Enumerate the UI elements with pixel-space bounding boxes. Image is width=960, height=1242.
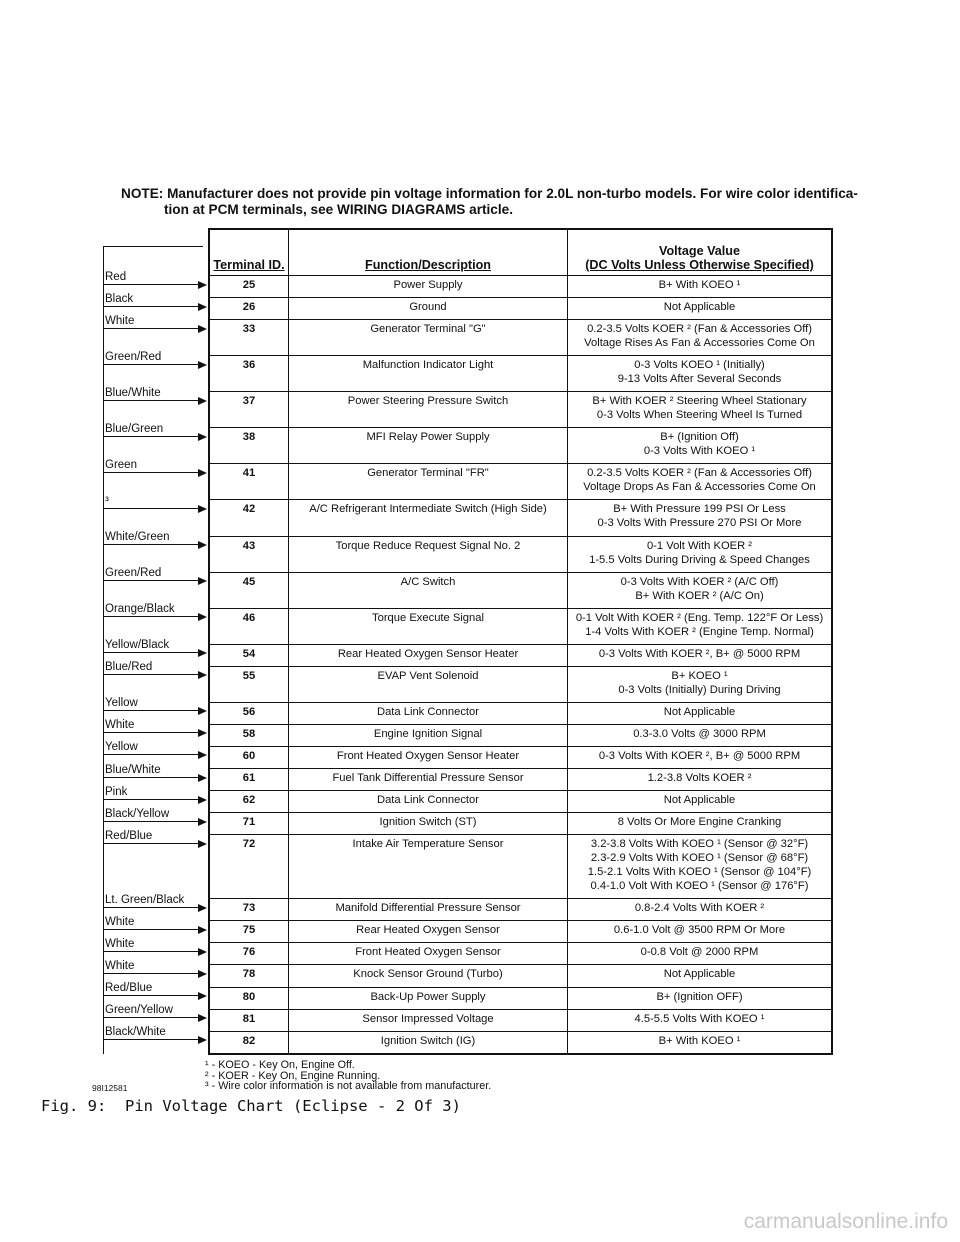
voltage-line: B+ (Ignition Off) xyxy=(660,431,739,444)
arrow-right-icon xyxy=(198,541,207,549)
function-cell: EVAP Vent Solenoid xyxy=(289,666,568,702)
wire-color-name: ³ xyxy=(105,494,109,507)
wire-line xyxy=(103,754,199,755)
wire-line xyxy=(103,306,199,307)
arrow-right-icon xyxy=(198,469,207,477)
wire-color-name: Pink xyxy=(105,785,128,798)
voltage-header-line-2: (DC Volts Unless Otherwise Specified) xyxy=(585,258,814,272)
wire-color-label xyxy=(103,491,207,509)
footnote: ¹ - KOEO - Key On, Engine Off. xyxy=(205,1059,355,1071)
wire-color-label xyxy=(103,804,207,822)
function-cell: Rear Heated Oxygen Sensor Heater xyxy=(289,644,568,666)
wire-color-label xyxy=(103,934,207,952)
table-header-row xyxy=(209,229,832,276)
wire-line xyxy=(103,777,199,778)
table-row xyxy=(209,702,832,724)
terminal-id-cell: 82 xyxy=(209,1031,289,1054)
wire-color-name: Green/Red xyxy=(105,567,162,580)
function-cell: Front Heated Oxygen Sensor Heater xyxy=(289,746,568,768)
table-row xyxy=(209,1009,832,1031)
voltage-line: 8 Volts Or More Engine Cranking xyxy=(617,816,782,829)
wire-color-label xyxy=(103,760,207,778)
voltage-cell xyxy=(568,769,833,791)
terminal-id-cell: 61 xyxy=(209,769,289,791)
wire-color-label xyxy=(103,657,207,675)
function-cell: Data Link Connector xyxy=(289,702,568,724)
wire-color-name: Blue/White xyxy=(105,763,161,776)
wire-line xyxy=(103,951,199,952)
wire-line xyxy=(103,1017,199,1018)
table-row xyxy=(209,644,832,666)
table-row xyxy=(209,899,832,921)
function-cell: Power Supply xyxy=(289,276,568,298)
wire-color-name: Yellow/Black xyxy=(105,639,170,652)
table-row xyxy=(209,666,832,702)
table-row xyxy=(209,276,832,298)
terminal-id-cell: 36 xyxy=(209,356,289,392)
voltage-cell xyxy=(568,320,833,356)
terminal-id-cell: 75 xyxy=(209,921,289,943)
wire-color-label xyxy=(103,267,207,285)
terminal-id-cell: 37 xyxy=(209,392,289,428)
voltage-line: Not Applicable xyxy=(663,301,736,314)
wire-color-label xyxy=(103,527,207,545)
arrow-right-icon xyxy=(198,325,207,333)
wire-line xyxy=(103,799,199,800)
wire-color-name: Blue/White xyxy=(105,386,161,399)
voltage-cell xyxy=(568,464,833,500)
voltage-line: 0-0.8 Volt @ 2000 RPM xyxy=(640,946,759,959)
wire-color-name: Black/White xyxy=(105,1026,166,1039)
table-row xyxy=(209,356,832,392)
table-row xyxy=(209,987,832,1009)
function-cell: Malfunction Indicator Light xyxy=(289,356,568,392)
table-row xyxy=(209,298,832,320)
arrow-right-icon xyxy=(198,649,207,657)
voltage-cell xyxy=(568,428,833,464)
wire-color-name: White/Green xyxy=(105,531,170,543)
arrow-right-icon xyxy=(198,577,207,585)
table-row xyxy=(209,921,832,943)
wire-color-name: Green/Red xyxy=(105,350,162,363)
voltage-cell xyxy=(568,500,833,536)
arrow-right-icon xyxy=(198,671,207,679)
wire-color-label xyxy=(103,826,207,844)
note-line-1: NOTE: Manufacturer does not provide pin voltage information for 2.0L non-turbo models. For wire color identifica- xyxy=(121,186,858,201)
wire-color-name: Black xyxy=(105,292,134,305)
terminal-id-cell: 73 xyxy=(209,899,289,921)
function-cell: A/C Switch xyxy=(289,572,568,608)
wire-color-name: Orange/Black xyxy=(105,603,175,616)
voltage-line: B+ With KOEO ¹ xyxy=(658,1034,741,1047)
arrow-right-icon xyxy=(198,796,207,804)
function-cell: MFI Relay Power Supply xyxy=(289,428,568,464)
voltage-line: 0.2-3.5 Volts KOER ² (Fan & Accessories Off) xyxy=(587,323,812,336)
voltage-line: Voltage Drops As Fan & Accessories Come On xyxy=(583,481,816,494)
voltage-cell xyxy=(568,899,833,921)
voltage-line: B+ With KOER ² (A/C On) xyxy=(635,589,764,602)
wire-color-name: Blue/Green xyxy=(105,422,164,435)
terminal-id-cell: 71 xyxy=(209,813,289,835)
function-cell: Generator Terminal "FR" xyxy=(289,464,568,500)
arrow-right-icon xyxy=(198,361,207,369)
terminal-id-cell: 78 xyxy=(209,965,289,987)
wire-color-name: White xyxy=(105,719,135,732)
function-cell: Engine Ignition Signal xyxy=(289,724,568,746)
wire-color-label xyxy=(103,311,207,329)
wire-color-label xyxy=(103,347,207,365)
voltage-cell xyxy=(568,943,833,965)
arrow-right-icon xyxy=(198,992,207,1000)
wire-color-label xyxy=(103,563,207,581)
function-cell: Torque Reduce Request Signal No. 2 xyxy=(289,536,568,572)
function-cell: Generator Terminal "G" xyxy=(289,320,568,356)
wire-line xyxy=(103,995,199,996)
voltage-line: 0.3-3.0 Volts @ 3000 RPM xyxy=(633,727,766,740)
watermark: carmanualsonline.info xyxy=(743,1210,948,1233)
arrow-right-icon xyxy=(198,840,207,848)
voltage-cell xyxy=(568,644,833,666)
wire-color-name: Red xyxy=(105,270,127,283)
wire-line xyxy=(103,732,199,733)
wire-color-name: White xyxy=(105,959,135,972)
terminal-id-cell: 26 xyxy=(209,298,289,320)
arrow-right-icon xyxy=(198,303,207,311)
wire-line xyxy=(103,544,199,545)
wire-color-name: Blue/Red xyxy=(105,661,153,674)
figure-code: 98I12581 xyxy=(92,1083,128,1093)
voltage-line: B+ (Ignition OFF) xyxy=(656,990,743,1003)
voltage-line: 0-3 Volts With KOEO ¹ xyxy=(643,445,756,458)
terminal-id-cell: 46 xyxy=(209,608,289,644)
wire-color-label xyxy=(103,782,207,800)
table-row xyxy=(209,536,832,572)
function-cell: Ground xyxy=(289,298,568,320)
voltage-line: Voltage Rises As Fan & Accessories Come On xyxy=(584,337,815,350)
wire-color-label xyxy=(103,890,207,908)
terminal-id-header: Terminal ID. xyxy=(209,229,289,276)
arrow-right-icon xyxy=(198,1014,207,1022)
wire-line xyxy=(103,710,199,711)
wire-color-label xyxy=(103,455,207,473)
wire-color-name: Lt. Green/Black xyxy=(105,893,185,906)
function-cell: Ignition Switch (ST) xyxy=(289,813,568,835)
voltage-cell xyxy=(568,965,833,987)
voltage-line: 0-3 Volts KOEO ¹ (Initially) xyxy=(634,359,765,372)
voltage-cell xyxy=(568,835,833,899)
terminal-id-cell: 81 xyxy=(209,1009,289,1031)
arrow-right-icon xyxy=(198,904,207,912)
arrow-right-icon xyxy=(198,1036,207,1044)
table-row xyxy=(209,965,832,987)
voltage-line: 1-4 Volts With KOER ² (Engine Temp. Normal) xyxy=(585,625,814,638)
arrow-right-icon xyxy=(198,613,207,621)
voltage-cell xyxy=(568,276,833,298)
voltage-line: 1-5.5 Volts During Driving & Speed Changes xyxy=(589,553,810,566)
voltage-line: B+ With KOEO ¹ xyxy=(658,279,741,291)
table-row xyxy=(209,428,832,464)
function-cell: Front Heated Oxygen Sensor xyxy=(289,943,568,965)
function-cell: Torque Execute Signal xyxy=(289,608,568,644)
arrow-right-icon xyxy=(198,281,207,289)
voltage-line: 1.5-2.1 Volts With KOEO ¹ (Sensor @ 104°F) xyxy=(587,866,812,879)
table-row xyxy=(209,791,832,813)
voltage-cell xyxy=(568,536,833,572)
arrow-right-icon xyxy=(198,751,207,759)
voltage-line: 0-3 Volts With KOER ² (A/C Off) xyxy=(620,575,779,588)
wire-color-name: White xyxy=(105,915,135,928)
terminal-id-cell: 72 xyxy=(209,835,289,899)
function-cell: Back-Up Power Supply xyxy=(289,987,568,1009)
wire-color-label xyxy=(103,1022,207,1040)
voltage-line: 0-3 Volts With KOER ², B+ @ 5000 RPM xyxy=(598,647,801,660)
wire-color-name: White xyxy=(105,314,135,327)
wire-line xyxy=(103,973,199,974)
wire-line xyxy=(103,284,199,285)
voltage-line: 0.6-1.0 Volt @ 3500 RPM Or More xyxy=(613,924,786,937)
function-header: Function/Description xyxy=(289,229,568,276)
table-row xyxy=(209,835,832,899)
terminal-id-cell: 38 xyxy=(209,428,289,464)
voltage-line: Not Applicable xyxy=(663,705,736,718)
wire-color-name: White xyxy=(105,937,135,950)
wire-line xyxy=(103,508,199,509)
arrow-right-icon xyxy=(198,818,207,826)
voltage-line: B+ KOEO ¹ xyxy=(671,669,728,682)
wire-color-label xyxy=(103,599,207,617)
arrow-right-icon xyxy=(198,970,207,978)
voltage-cell xyxy=(568,608,833,644)
terminal-id-cell: 25 xyxy=(209,276,289,298)
wire-line xyxy=(103,674,199,675)
voltage-line: 0-3 Volts With KOER ², B+ @ 5000 RPM xyxy=(598,749,801,762)
arrow-right-icon xyxy=(198,774,207,782)
wire-color-name: Yellow xyxy=(105,697,138,710)
voltage-line: 0-1 Volt With KOER ² xyxy=(646,539,753,552)
voltage-cell xyxy=(568,356,833,392)
wire-color-label xyxy=(103,383,207,401)
function-cell: Manifold Differential Pressure Sensor xyxy=(289,899,568,921)
table-row xyxy=(209,1031,832,1054)
wire-line xyxy=(103,364,199,365)
wire-line xyxy=(103,652,199,653)
voltage-line: B+ With KOER ² Steering Wheel Stationary xyxy=(592,395,807,408)
wire-color-name: Yellow xyxy=(105,741,138,754)
function-cell: Rear Heated Oxygen Sensor xyxy=(289,921,568,943)
voltage-line: 0-3 Volts With Pressure 270 PSI Or More xyxy=(597,517,802,530)
wire-color-name: Green/Yellow xyxy=(105,1004,173,1017)
footnote: ³ - Wire color information is not available from manufacturer. xyxy=(205,1080,492,1092)
wire-color-label xyxy=(103,1000,207,1018)
voltage-line: Not Applicable xyxy=(663,968,736,981)
voltage-line: B+ With Pressure 199 PSI Or Less xyxy=(613,503,786,516)
voltage-cell xyxy=(568,666,833,702)
table-row xyxy=(209,464,832,500)
arrow-right-icon xyxy=(198,397,207,405)
voltage-line: 2.3-2.9 Volts With KOEO ¹ (Sensor @ 68°F) xyxy=(590,852,809,865)
wire-line xyxy=(103,436,199,437)
wire-line xyxy=(103,821,199,822)
wire-panel-top-border xyxy=(103,246,203,247)
voltage-cell xyxy=(568,987,833,1009)
voltage-cell xyxy=(568,1031,833,1054)
table-row xyxy=(209,320,832,356)
note-line-2: tion at PCM terminals, see WIRING DIAGRAMS article. xyxy=(164,202,513,217)
wire-color-label xyxy=(103,419,207,437)
table-row xyxy=(209,500,832,536)
terminal-id-cell: 33 xyxy=(209,320,289,356)
wire-line xyxy=(103,328,199,329)
wire-line xyxy=(103,400,199,401)
voltage-cell xyxy=(568,298,833,320)
voltage-cell xyxy=(568,813,833,835)
terminal-id-cell: 76 xyxy=(209,943,289,965)
pin-voltage-table xyxy=(208,228,833,1055)
wire-line xyxy=(103,580,199,581)
wire-color-label xyxy=(103,978,207,996)
arrow-right-icon xyxy=(198,707,207,715)
terminal-id-cell: 56 xyxy=(209,702,289,724)
table-row xyxy=(209,608,832,644)
wire-line xyxy=(103,616,199,617)
voltage-cell xyxy=(568,392,833,428)
table-row xyxy=(209,392,832,428)
arrow-right-icon xyxy=(198,505,207,513)
function-cell: Intake Air Temperature Sensor xyxy=(289,835,568,899)
terminal-id-cell: 45 xyxy=(209,572,289,608)
table-row xyxy=(209,943,832,965)
voltage-cell xyxy=(568,572,833,608)
wire-color-label xyxy=(103,956,207,974)
table-row xyxy=(209,746,832,768)
wire-color-name: Black/Yellow xyxy=(105,807,170,820)
voltage-cell xyxy=(568,791,833,813)
function-cell: Knock Sensor Ground (Turbo) xyxy=(289,965,568,987)
terminal-id-cell: 43 xyxy=(209,536,289,572)
arrow-right-icon xyxy=(198,433,207,441)
terminal-id-cell: 41 xyxy=(209,464,289,500)
terminal-id-cell: 62 xyxy=(209,791,289,813)
terminal-id-cell: 60 xyxy=(209,746,289,768)
function-cell: Data Link Connector xyxy=(289,791,568,813)
terminal-id-cell: 80 xyxy=(209,987,289,1009)
voltage-line: 9-13 Volts After Several Seconds xyxy=(617,373,782,386)
table-row xyxy=(209,813,832,835)
voltage-header xyxy=(568,229,833,276)
figure-caption: Fig. 9: Pin Voltage Chart (Eclipse - 2 Of 3) xyxy=(41,1097,461,1115)
voltage-cell xyxy=(568,746,833,768)
wire-line xyxy=(103,907,199,908)
wire-color-label xyxy=(103,737,207,755)
footnote: ² - KOER - Key On, Engine Running. xyxy=(205,1069,381,1082)
terminal-id-cell: 54 xyxy=(209,644,289,666)
table-row xyxy=(209,572,832,608)
wire-line xyxy=(103,929,199,930)
arrow-right-icon xyxy=(198,729,207,737)
wire-color-name: Green xyxy=(105,458,137,471)
wire-color-name: Red/Blue xyxy=(105,829,153,842)
voltage-line: 0.8-2.4 Volts With KOER ² xyxy=(634,902,765,915)
voltage-line: 3.2-3.8 Volts With KOEO ¹ (Sensor @ 32°F) xyxy=(590,838,809,851)
voltage-line: 0-3 Volts (Initially) During Driving xyxy=(618,683,781,696)
wire-color-label xyxy=(103,715,207,733)
voltage-line: 0-3 Volts When Steering Wheel Is Turned xyxy=(596,409,803,422)
wire-color-label xyxy=(103,635,207,653)
table-row xyxy=(209,724,832,746)
wire-color-label xyxy=(103,693,207,711)
voltage-line: 0.2-3.5 Volts KOER ² (Fan & Accessories Off) xyxy=(587,467,812,480)
voltage-cell xyxy=(568,1009,833,1031)
voltage-cell xyxy=(568,724,833,746)
note-text xyxy=(121,186,858,218)
wire-line xyxy=(103,1039,199,1040)
function-cell: Power Steering Pressure Switch xyxy=(289,392,568,428)
voltage-cell xyxy=(568,921,833,943)
voltage-line: 4.5-5.5 Volts With KOEO ¹ xyxy=(634,1012,765,1025)
function-cell: Sensor Impressed Voltage xyxy=(289,1009,568,1031)
voltage-line: Not Applicable xyxy=(663,794,736,807)
arrow-right-icon xyxy=(198,948,207,956)
voltage-header-line-1: Voltage Value xyxy=(659,244,740,258)
arrow-right-icon xyxy=(198,926,207,934)
voltage-line: 1.2-3.8 Volts KOER ² xyxy=(647,772,752,784)
wire-line xyxy=(103,843,199,844)
function-cell: A/C Refrigerant Intermediate Switch (High Side) xyxy=(289,500,568,536)
wire-color-name: Red/Blue xyxy=(105,982,153,994)
voltage-line: 0-1 Volt With KOER ² (Eng. Temp. 122°F Or Less) xyxy=(575,611,824,624)
table-row xyxy=(209,769,832,791)
voltage-line: 0.4-1.0 Volt With KOEO ¹ (Sensor @ 176°F) xyxy=(590,880,809,893)
terminal-id-cell: 42 xyxy=(209,500,289,536)
wire-line xyxy=(103,472,199,473)
terminal-id-cell: 55 xyxy=(209,666,289,702)
voltage-cell xyxy=(568,702,833,724)
wire-color-label xyxy=(103,912,207,930)
wire-color-label xyxy=(103,289,207,307)
function-cell: Ignition Switch (IG) xyxy=(289,1031,568,1054)
terminal-id-cell: 58 xyxy=(209,724,289,746)
function-cell: Fuel Tank Differential Pressure Sensor xyxy=(289,769,568,791)
footnotes xyxy=(205,1060,491,1092)
